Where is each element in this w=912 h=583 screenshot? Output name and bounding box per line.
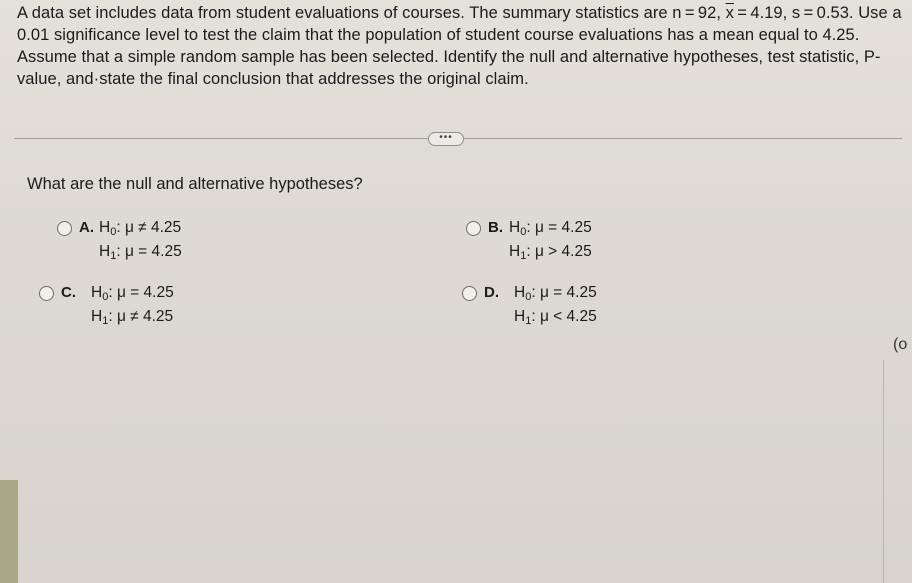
option-a-h1-relation: : μ = 4.25 (116, 243, 182, 260)
option-a-alt-hypothesis (99, 243, 182, 262)
option-b-h1-sub: 1 (520, 250, 527, 262)
option-c-h0-label: H (91, 284, 103, 301)
option-b[interactable] (466, 219, 666, 269)
question-line-1 (17, 2, 907, 24)
option-a-h0-label: H (99, 219, 111, 236)
option-d-h1-label: H (514, 308, 526, 325)
option-c-h1-relation: : μ ≠ 4.25 (108, 308, 174, 325)
option-d-h0-label: H (514, 284, 526, 301)
option-b-h0-sub: 0 (520, 226, 527, 238)
option-d[interactable] (462, 284, 682, 334)
question-line-1-end: = 4.19, s = 0.53. Use a (733, 4, 902, 22)
option-a-radio[interactable] (57, 221, 72, 236)
option-c-h1-sub: 1 (102, 315, 109, 327)
option-c-h1-label: H (91, 308, 103, 325)
option-a[interactable] (57, 219, 257, 269)
option-b-letter: B. (488, 219, 503, 236)
expand-more-button[interactable]: ••• (428, 132, 464, 146)
right-edge-rule (883, 360, 884, 583)
option-c[interactable] (39, 284, 259, 334)
option-a-h1-sub: 1 (110, 250, 117, 262)
option-b-null-hypothesis (509, 219, 592, 238)
question-line-2: 0.01 significance level to test the claim that the population of student course evaluations has a mean equal to 4.25. (17, 26, 860, 44)
question-line-4: value, and·state the final conclusion that addresses the original claim. (17, 70, 529, 88)
option-a-h1-label: H (99, 243, 111, 260)
option-d-radio[interactable] (462, 286, 477, 301)
option-d-h1-sub: 1 (525, 315, 532, 327)
option-a-h0-relation: : μ ≠ 4.25 (116, 219, 182, 236)
left-edge-strip (0, 480, 18, 583)
option-c-alt-hypothesis (91, 308, 173, 327)
option-c-null-hypothesis (91, 284, 174, 303)
question-line-3: Assume that a simple random sample has been selected. Identify the null and alternative hypotheses, test statistic, P- (17, 48, 881, 66)
option-b-h0-label: H (509, 219, 521, 236)
option-b-radio[interactable] (466, 221, 481, 236)
option-d-alt-hypothesis (514, 308, 597, 327)
option-c-h0-sub: 0 (102, 291, 109, 303)
option-b-h0-relation: : μ = 4.25 (526, 219, 592, 236)
question-line-1-start: A data set includes data from student evaluations of courses. The summary statistics are n = 92, (17, 4, 726, 22)
option-b-alt-hypothesis (509, 243, 592, 262)
option-d-null-hypothesis (514, 284, 597, 303)
option-d-h1-relation: : μ < 4.25 (531, 308, 597, 325)
option-c-radio[interactable] (39, 286, 54, 301)
option-d-h0-sub: 0 (525, 291, 532, 303)
x-bar-symbol: $\overline{x}$ (725, 4, 734, 22)
option-d-letter: D. (484, 284, 499, 301)
option-b-h1-relation: : μ > 4.25 (526, 243, 592, 260)
question-text (17, 2, 907, 90)
option-b-h1-label: H (509, 243, 521, 260)
option-a-null-hypothesis (99, 219, 181, 238)
option-d-h0-relation: : μ = 4.25 (531, 284, 597, 301)
sub-question-prompt: What are the null and alternative hypotheses? (27, 175, 363, 193)
cut-off-edge-text: (o (893, 336, 908, 353)
option-c-h0-relation: : μ = 4.25 (108, 284, 174, 301)
option-c-letter: C. (61, 284, 76, 301)
option-a-letter: A. (79, 219, 94, 236)
option-a-h0-sub: 0 (110, 226, 117, 238)
